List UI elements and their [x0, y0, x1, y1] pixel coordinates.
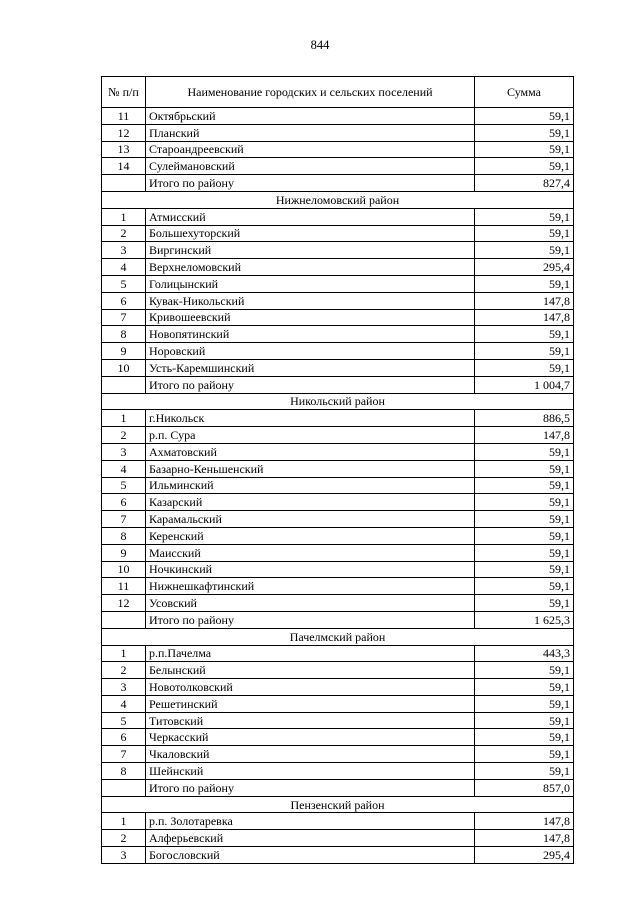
table-row — [102, 259, 574, 276]
table-row — [102, 124, 574, 141]
total-label: Итого по району — [146, 611, 475, 628]
settlement-name: Норовский — [146, 343, 475, 360]
settlement-sum: 59,1 — [475, 679, 574, 696]
row-number: 1 — [102, 410, 146, 427]
table-row — [102, 427, 574, 444]
row-number: 2 — [102, 830, 146, 847]
row-number — [102, 376, 146, 393]
row-number: 9 — [102, 343, 146, 360]
table-row — [102, 359, 574, 376]
table-row — [102, 729, 574, 746]
settlement-name: Карамальский — [146, 511, 475, 528]
table-row — [102, 595, 574, 612]
district-name: Никольский район — [102, 393, 574, 410]
settlement-name: Казарский — [146, 494, 475, 511]
row-number: 13 — [102, 141, 146, 158]
row-number: 7 — [102, 511, 146, 528]
settlement-sum: 59,1 — [475, 326, 574, 343]
table-row — [102, 108, 574, 125]
header-num: № п/п — [102, 77, 146, 108]
settlement-name: Кривошеевский — [146, 309, 475, 326]
row-number: 10 — [102, 359, 146, 376]
settlement-sum: 59,1 — [475, 712, 574, 729]
total-sum: 857,0 — [475, 779, 574, 796]
page-number: 844 — [310, 38, 330, 52]
header-row — [102, 77, 574, 108]
row-number: 7 — [102, 309, 146, 326]
row-number: 3 — [102, 242, 146, 259]
table-row — [102, 275, 574, 292]
settlement-sum: 59,1 — [475, 763, 574, 780]
settlement-sum: 59,1 — [475, 275, 574, 292]
row-number: 2 — [102, 427, 146, 444]
settlement-sum: 59,1 — [475, 477, 574, 494]
district-total-row — [102, 376, 574, 393]
settlement-sum: 59,1 — [475, 124, 574, 141]
settlement-name: Кувак-Никольский — [146, 292, 475, 309]
district-name: Пачелмский район — [102, 628, 574, 645]
settlement-name: Планский — [146, 124, 475, 141]
table-row — [102, 292, 574, 309]
table-header — [102, 77, 574, 108]
total-sum: 1 004,7 — [475, 376, 574, 393]
row-number — [102, 611, 146, 628]
row-number: 3 — [102, 847, 146, 864]
settlement-sum: 59,1 — [475, 729, 574, 746]
settlement-name: Черкасский — [146, 729, 475, 746]
settlement-sum: 59,1 — [475, 208, 574, 225]
settlement-name: Новотолковский — [146, 679, 475, 696]
table-row — [102, 208, 574, 225]
row-number: 3 — [102, 443, 146, 460]
row-number: 11 — [102, 578, 146, 595]
settlement-name: Богословский — [146, 847, 475, 864]
table-row — [102, 561, 574, 578]
settlement-name: Решетинский — [146, 695, 475, 712]
district-total-row — [102, 611, 574, 628]
settlement-sum: 59,1 — [475, 494, 574, 511]
row-number: 4 — [102, 259, 146, 276]
settlement-name: г.Никольск — [146, 410, 475, 427]
row-number: 2 — [102, 225, 146, 242]
settlement-name: Ильминский — [146, 477, 475, 494]
row-number: 1 — [102, 208, 146, 225]
settlement-sum: 147,8 — [475, 813, 574, 830]
settlement-sum: 59,1 — [475, 141, 574, 158]
district-total-row — [102, 779, 574, 796]
row-number: 5 — [102, 275, 146, 292]
settlement-sum: 59,1 — [475, 359, 574, 376]
district-name: Нижнеломовский район — [102, 191, 574, 208]
row-number: 6 — [102, 292, 146, 309]
row-number: 7 — [102, 746, 146, 763]
settlement-name: Маисский — [146, 544, 475, 561]
table-row — [102, 695, 574, 712]
table-row — [102, 443, 574, 460]
settlement-sum: 59,1 — [475, 695, 574, 712]
row-number: 5 — [102, 712, 146, 729]
settlement-sum: 147,8 — [475, 309, 574, 326]
settlement-name: Керенский — [146, 527, 475, 544]
settlement-name: Нижнешкафтинский — [146, 578, 475, 595]
table-row — [102, 460, 574, 477]
district-header-row — [102, 393, 574, 410]
settlement-sum: 59,1 — [475, 108, 574, 125]
table-row — [102, 527, 574, 544]
settlement-sum: 59,1 — [475, 746, 574, 763]
row-number: 6 — [102, 729, 146, 746]
row-number: 12 — [102, 595, 146, 612]
row-number: 8 — [102, 763, 146, 780]
table-row — [102, 746, 574, 763]
settlement-sum: 443,3 — [475, 645, 574, 662]
settlement-sum: 147,8 — [475, 830, 574, 847]
table-row — [102, 477, 574, 494]
total-label: Итого по району — [146, 175, 475, 192]
settlement-sum: 295,4 — [475, 259, 574, 276]
settlement-sum: 59,1 — [475, 511, 574, 528]
district-name: Пензенский район — [102, 796, 574, 813]
settlement-name: р.п. Сура — [146, 427, 475, 444]
district-total-row — [102, 175, 574, 192]
settlement-name: Большехуторский — [146, 225, 475, 242]
settlement-name: р.п. Золотаревка — [146, 813, 475, 830]
table-body — [102, 108, 574, 864]
row-number: 8 — [102, 527, 146, 544]
settlement-sum: 59,1 — [475, 242, 574, 259]
settlement-sum: 147,8 — [475, 427, 574, 444]
table-row — [102, 847, 574, 864]
row-number: 5 — [102, 477, 146, 494]
row-number — [102, 779, 146, 796]
row-number: 14 — [102, 158, 146, 175]
settlement-sum: 59,1 — [475, 158, 574, 175]
row-number — [102, 175, 146, 192]
header-name: Наименование городских и сельских поселений — [146, 77, 475, 108]
total-sum: 1 625,3 — [475, 611, 574, 628]
settlement-name: Сулеймановский — [146, 158, 475, 175]
settlement-sum: 59,1 — [475, 527, 574, 544]
total-label: Итого по району — [146, 376, 475, 393]
settlement-name: Усть-Каремшинский — [146, 359, 475, 376]
total-label: Итого по району — [146, 779, 475, 796]
settlement-name: Усовский — [146, 595, 475, 612]
table-row — [102, 410, 574, 427]
table-row — [102, 309, 574, 326]
settlement-sum: 295,4 — [475, 847, 574, 864]
table-row — [102, 225, 574, 242]
settlement-name: Новопятинский — [146, 326, 475, 343]
settlement-sum: 59,1 — [475, 595, 574, 612]
table-row — [102, 326, 574, 343]
row-number: 3 — [102, 679, 146, 696]
settlement-sum: 59,1 — [475, 662, 574, 679]
settlement-name: р.п.Пачелма — [146, 645, 475, 662]
settlement-sum: 59,1 — [475, 460, 574, 477]
settlement-name: Голицынский — [146, 275, 475, 292]
row-number: 6 — [102, 494, 146, 511]
table-row — [102, 662, 574, 679]
table-row — [102, 343, 574, 360]
table-row — [102, 830, 574, 847]
district-header-row — [102, 796, 574, 813]
table-row — [102, 763, 574, 780]
settlement-name: Титовский — [146, 712, 475, 729]
settlement-sum: 59,1 — [475, 561, 574, 578]
table-row — [102, 712, 574, 729]
settlement-name: Верхнеломовский — [146, 259, 475, 276]
table-row — [102, 511, 574, 528]
row-number: 4 — [102, 460, 146, 477]
table-row — [102, 544, 574, 561]
settlement-name: Атмисский — [146, 208, 475, 225]
table-row — [102, 242, 574, 259]
row-number: 11 — [102, 108, 146, 125]
row-number: 4 — [102, 695, 146, 712]
row-number: 1 — [102, 645, 146, 662]
row-number: 2 — [102, 662, 146, 679]
row-number: 12 — [102, 124, 146, 141]
settlement-name: Ахматовский — [146, 443, 475, 460]
table-row — [102, 645, 574, 662]
settlement-sum: 59,1 — [475, 343, 574, 360]
settlement-name: Шейнский — [146, 763, 475, 780]
row-number: 9 — [102, 544, 146, 561]
settlement-name: Виргинский — [146, 242, 475, 259]
settlement-name: Базарно-Кеньшенский — [146, 460, 475, 477]
table-row — [102, 141, 574, 158]
settlement-sum: 59,1 — [475, 544, 574, 561]
settlement-name: Чкаловский — [146, 746, 475, 763]
settlement-sum: 886,5 — [475, 410, 574, 427]
settlement-sum: 59,1 — [475, 578, 574, 595]
total-sum: 827,4 — [475, 175, 574, 192]
table-row — [102, 679, 574, 696]
header-sum: Сумма — [475, 77, 574, 108]
table-row — [102, 578, 574, 595]
settlements-table — [101, 76, 574, 864]
settlement-name: Алферьевский — [146, 830, 475, 847]
row-number: 8 — [102, 326, 146, 343]
settlement-name: Белынский — [146, 662, 475, 679]
settlement-sum: 59,1 — [475, 225, 574, 242]
row-number: 10 — [102, 561, 146, 578]
settlement-sum: 147,8 — [475, 292, 574, 309]
district-header-row — [102, 191, 574, 208]
settlement-name: Октябрьский — [146, 108, 475, 125]
table-row — [102, 158, 574, 175]
district-header-row — [102, 628, 574, 645]
settlement-name: Староандреевский — [146, 141, 475, 158]
table-row — [102, 813, 574, 830]
settlement-sum: 59,1 — [475, 443, 574, 460]
row-number: 1 — [102, 813, 146, 830]
settlement-name: Ночкинский — [146, 561, 475, 578]
table-row — [102, 494, 574, 511]
